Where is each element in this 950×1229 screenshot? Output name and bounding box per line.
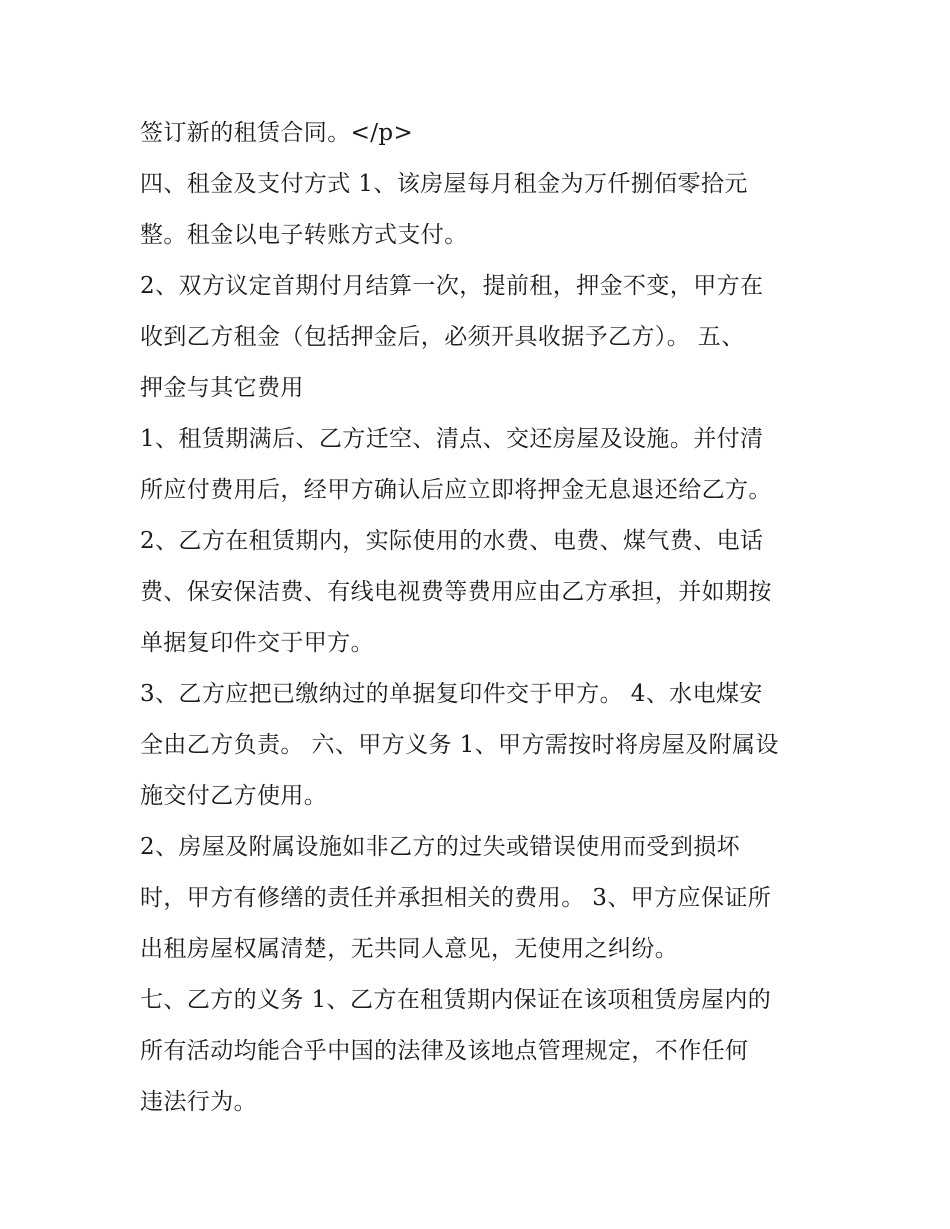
text-line: 所有活动均能合乎中国的法律及该地点管理规定，不作任何 bbox=[140, 1038, 749, 1064]
text-line: 收到乙方租金（包括押金后，必须开具收据予乙方）。 五、 bbox=[140, 324, 745, 350]
document-body bbox=[140, 108, 820, 1128]
text-line: 3、乙方应把已缴纳过的单据复印件交于甲方。 4、水电煤安 bbox=[140, 681, 763, 707]
text-line: 整。租金以电子转账方式支付。 bbox=[140, 222, 468, 248]
text-line: 施交付乙方使用。 bbox=[140, 783, 328, 809]
text-line: 签订新的租赁合同。</p> bbox=[140, 120, 414, 146]
text-line: 违法行为。 bbox=[140, 1089, 257, 1115]
text-line: 押金与其它费用 bbox=[140, 375, 304, 401]
text-line: 全由乙方负责。 六、甲方义务 1、甲方需按时将房屋及附属设 bbox=[140, 732, 779, 758]
text-line: 2、双方议定首期付月结算一次，提前租，押金不变，甲方在 bbox=[140, 273, 764, 299]
text-line: 四、租金及支付方式 1、该房屋每月租金为万仟捌佰零拾元 bbox=[140, 171, 748, 197]
text-line: 1、租赁期满后、乙方迁空、清点、交还房屋及设施。并付清 bbox=[140, 426, 764, 452]
text-line: 七、乙方的义务 1、乙方在租赁期内保证在该项租赁房屋内的 bbox=[140, 987, 772, 1013]
text-line: 2、房屋及附属设施如非乙方的过失或错误使用而受到损坏 bbox=[140, 834, 741, 860]
text-line: 单据复印件交于甲方。 bbox=[140, 630, 374, 656]
text-line: 出租房屋权属清楚，无共同人意见，无使用之纠纷。 bbox=[140, 936, 679, 962]
text-line: 时，甲方有修缮的责任并承担相关的费用。 3、甲方应保证所 bbox=[140, 885, 772, 911]
text-line: 所应付费用后，经甲方确认后应立即将押金无息退还给乙方。 bbox=[140, 477, 772, 503]
text-line: 2、乙方在租赁期内，实际使用的水费、电费、煤气费、电话 bbox=[140, 528, 764, 554]
text-line: 费、保安保洁费、有线电视费等费用应由乙方承担，并如期按 bbox=[140, 579, 772, 605]
